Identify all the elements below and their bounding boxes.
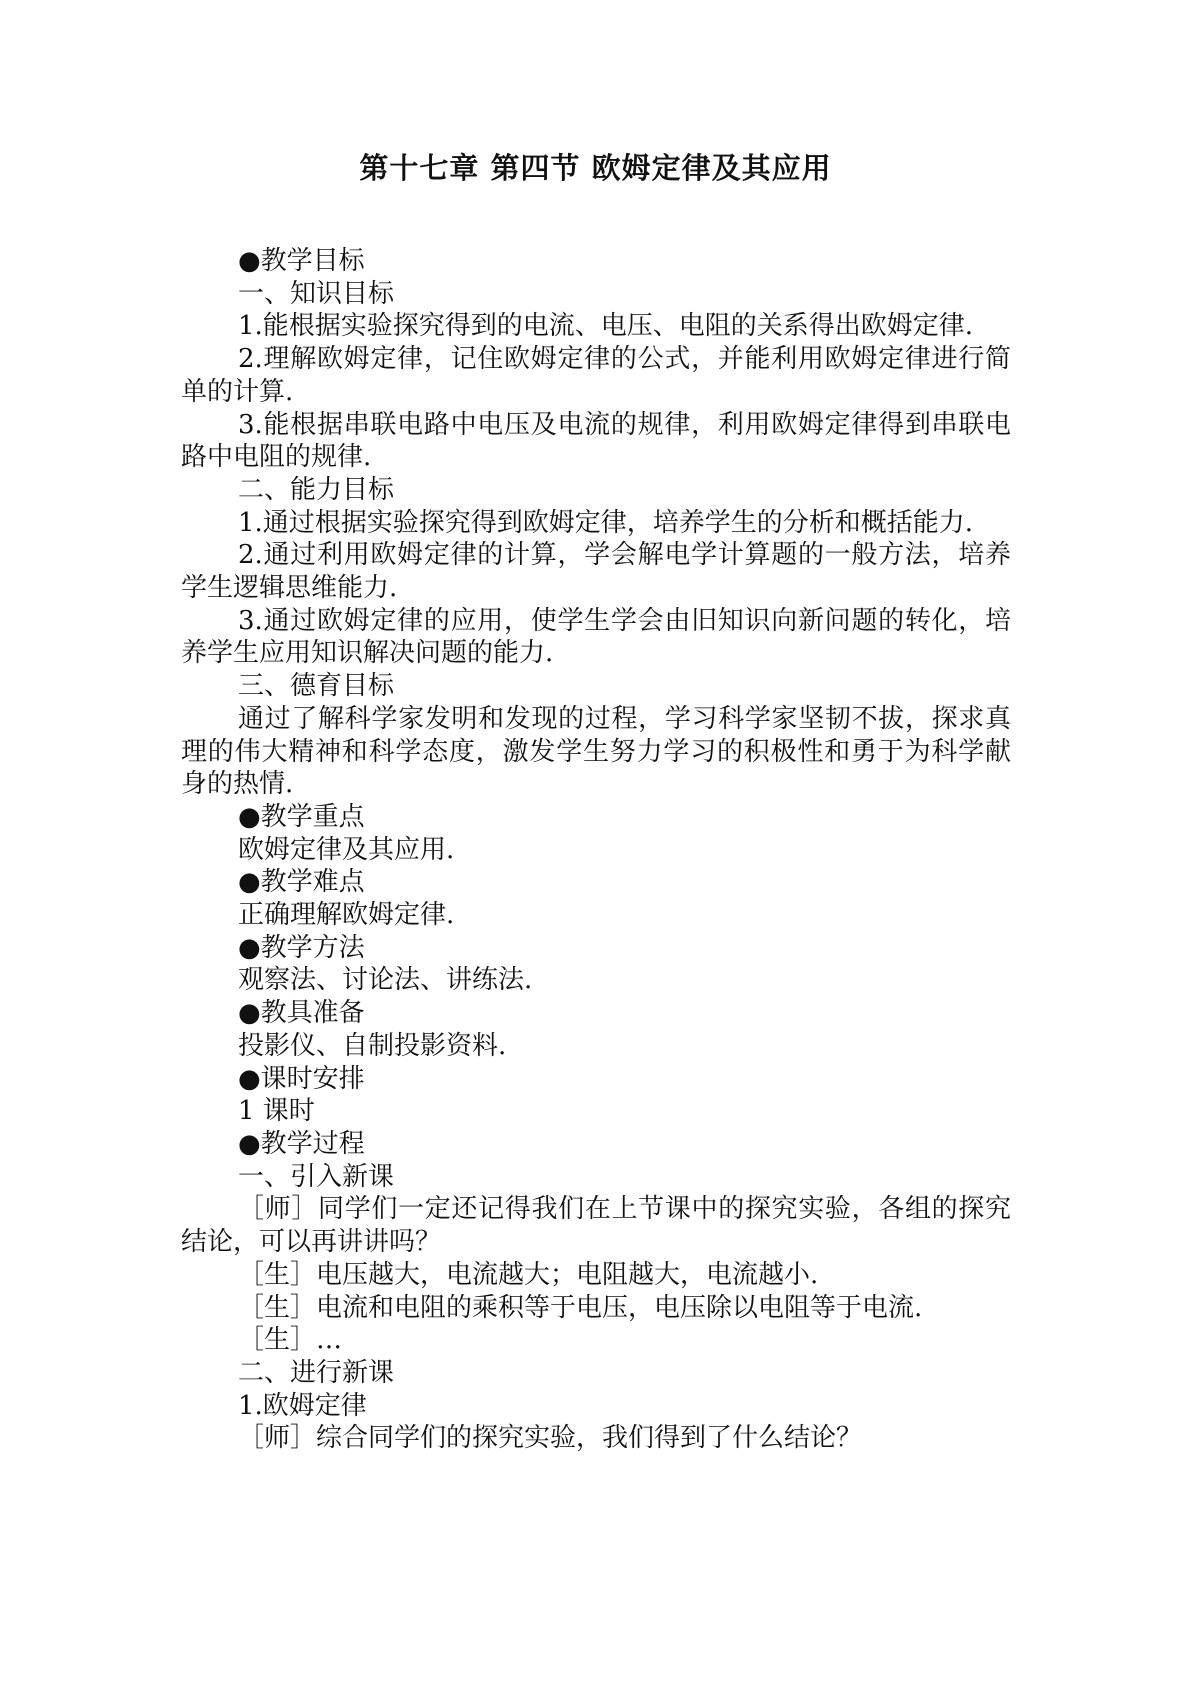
document-body — [181, 245, 1011, 1455]
body-paragraph: ●教具准备 — [238, 998, 365, 1029]
body-paragraph: 一、引入新课 — [238, 1161, 395, 1192]
body-paragraph: ●教学重点 — [238, 801, 365, 832]
body-paragraph: ●课时安排 — [238, 1063, 365, 1094]
body-paragraph: 投影仪、自制投影资料. — [238, 1030, 507, 1061]
body-paragraph: 1 课时 — [238, 1096, 315, 1127]
body-paragraph: ●教学难点 — [238, 867, 365, 898]
body-paragraph: ［生］电压越大，电流越大；电阻越大，电流越小. — [238, 1259, 819, 1290]
body-paragraph: 1.欧姆定律 — [238, 1390, 367, 1421]
body-paragraph: 1.通过根据实验探究得到欧姆定律，培养学生的分析和概括能力. — [238, 507, 974, 538]
body-paragraph: 二、进行新课 — [238, 1357, 395, 1388]
body-paragraph: ［生］… — [238, 1325, 343, 1356]
body-paragraph: ［生］电流和电阻的乘积等于电压，电压除以电阻等于电流. — [238, 1292, 923, 1323]
body-paragraph: ［师］同学们一定还记得我们在上节课中的探究实验，各组的探究结论，可以再讲讲吗？ — [181, 1194, 1011, 1258]
body-paragraph: 3.能根据串联电路中电压及电流的规律，利用欧姆定律得到串联电路中电阻的规律. — [181, 409, 1011, 473]
body-paragraph: ●教学过程 — [238, 1128, 365, 1159]
body-paragraph: ［师］综合同学们的探究实验，我们得到了什么结论？ — [238, 1423, 863, 1454]
body-paragraph: 通过了解科学家发明和发现的过程，学习科学家坚韧不拔，探求真理的伟大精神和科学态度，激发学生努力学习的积极性和勇于为科学献身的热情. — [181, 703, 1011, 800]
body-paragraph: 正确理解欧姆定律. — [238, 900, 455, 931]
body-paragraph: 2.通过利用欧姆定律的计算，学会解电学计算题的一般方法，培养学生逻辑思维能力. — [181, 540, 1011, 604]
body-paragraph: ●教学目标 — [238, 246, 365, 276]
body-paragraph: 三、德育目标 — [238, 671, 395, 702]
body-paragraph: 一、知识目标 — [238, 278, 395, 309]
body-paragraph: 3.通过欧姆定律的应用，使学生学会由旧知识向新问题的转化，培养学生应用知识解决问题的能力. — [181, 605, 1011, 669]
body-paragraph: 2.理解欧姆定律，记住欧姆定律的公式，并能利用欧姆定律进行简单的计算. — [181, 344, 1011, 407]
document-title: 第十七章 第四节 欧姆定律及其应用 — [359, 151, 832, 185]
body-paragraph: ●教学方法 — [238, 932, 365, 963]
body-paragraph: 1.能根据实验探究得到的电流、电压、电阻的关系得出欧姆定律. — [238, 311, 974, 342]
body-paragraph: 二、能力目标 — [238, 474, 395, 505]
body-paragraph: 观察法、讨论法、讲练法. — [238, 965, 533, 996]
body-paragraph: 欧姆定律及其应用. — [238, 834, 455, 865]
